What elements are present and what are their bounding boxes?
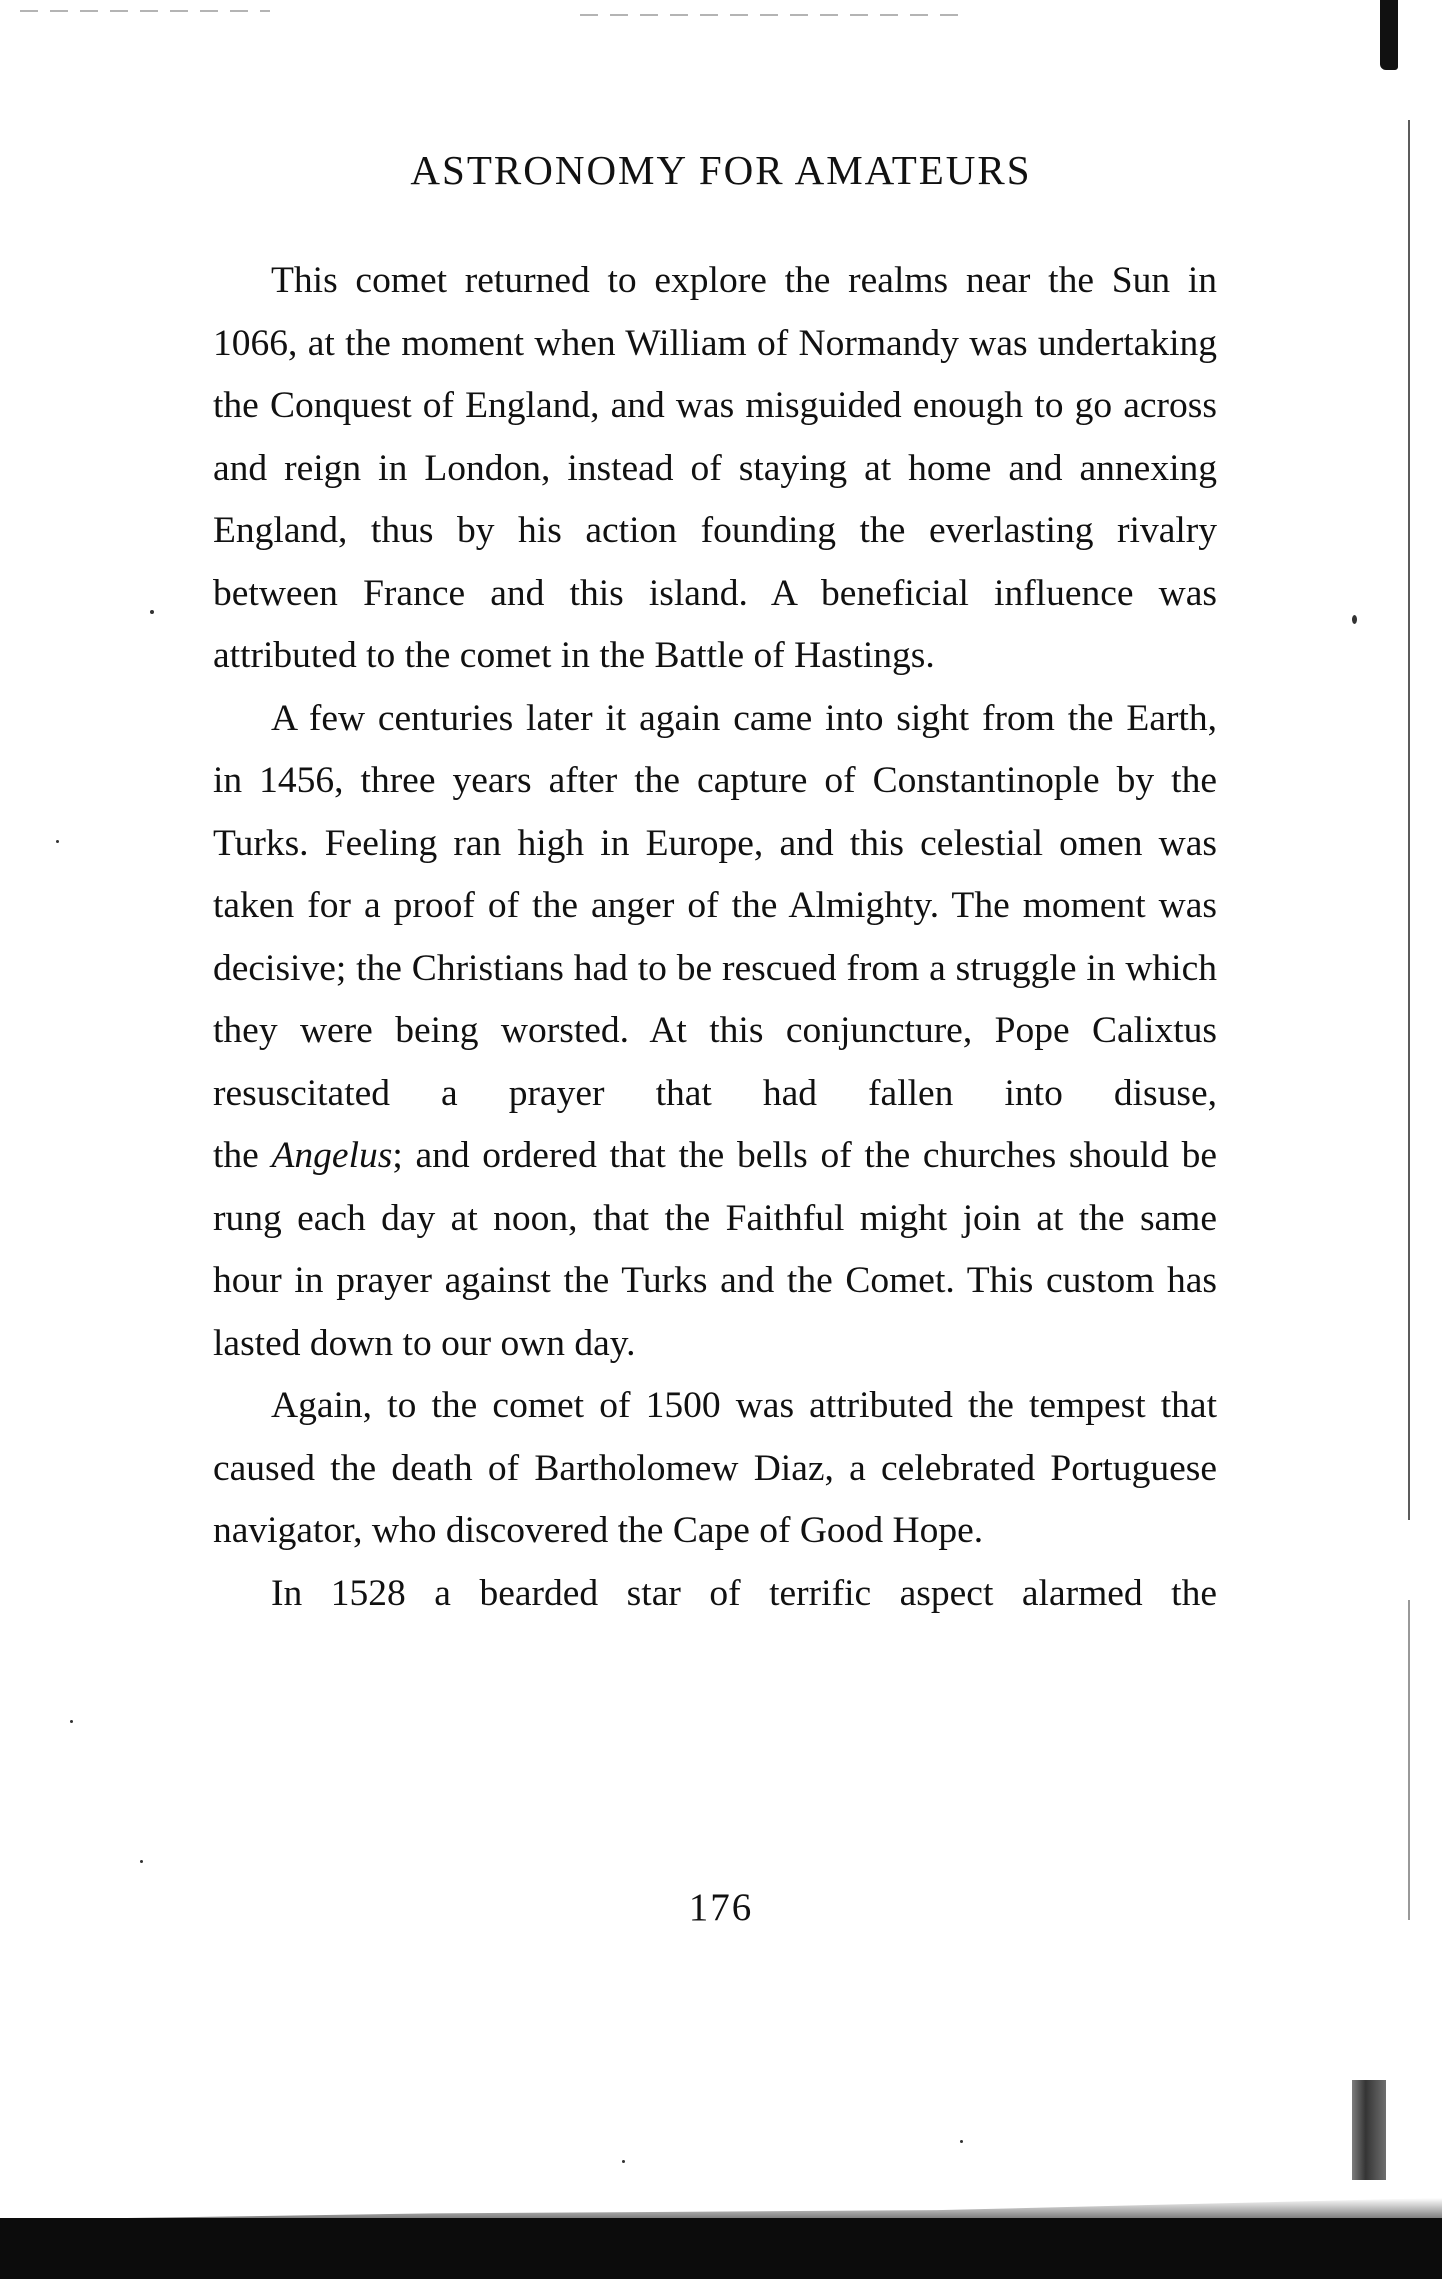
body-text xyxy=(213,250,1217,1625)
scan-shadow-bottom-fade xyxy=(0,2198,1442,2220)
scan-artifact-top-left xyxy=(20,10,270,12)
page-edge-shadow-bottom xyxy=(1352,2080,1386,2180)
scan-shadow-bottom xyxy=(0,2218,1442,2279)
running-title: ASTRONOMY FOR AMATEURS xyxy=(410,147,1032,193)
speck xyxy=(56,840,59,843)
speck xyxy=(622,2160,625,2163)
paragraph-1066-comet: This comet returned to explore the realms near the Sun in 1066, at the moment when William of Normandy was undertaking the Conquest of England, and was misguided enough to go across and reign in London, instead of staying at home and annexing England, thus by his action founding the everlasting rivalry between France and this island. A beneficial influence was attributed to the comet in the Battle of Hastings. xyxy=(213,260,1217,676)
speck xyxy=(140,1860,143,1863)
speck xyxy=(70,1720,73,1723)
page-edge-line-lower xyxy=(1408,1600,1410,1920)
angelus-italic: Angelus xyxy=(271,1135,393,1176)
paragraph-angelus xyxy=(213,1125,1217,1375)
speck xyxy=(150,610,154,614)
page-edge-shadow-top xyxy=(1380,0,1398,70)
page-number: 176 xyxy=(688,1886,754,1929)
angelus-text-before: the xyxy=(213,1135,272,1176)
paragraph-1500-comet: Again, to the comet of 1500 was attributed the tempest that caused the death of Bartholomew Diaz, a celebrated Portuguese navigator, who discovered the Cape of Good Hope. xyxy=(213,1385,1217,1551)
paragraph-1528-comet: In 1528 a bearded star of terrific aspect alarmed the xyxy=(271,1572,1217,1614)
speck xyxy=(960,2140,963,2143)
angelus-text-after: ; and ordered that the bells of the churches should be rung each day at noon, that the Faithful might join at the same hour in prayer against the Turks and the Comet. This custom has lasted down to our own day. xyxy=(213,1135,1217,1364)
speck xyxy=(1352,615,1357,624)
page-edge-line xyxy=(1408,120,1410,1520)
scan-artifact-top-center xyxy=(580,14,960,16)
paragraph-1456-comet: A few centuries later it again came into sight from the Earth, in 1456, three years after the capture of Constantinople by the Turks. Feeling ran high in Europe, and this celestial omen was taken for a proof of the anger of the Almighty. The moment was decisive; the Christians had to be rescued from a struggle in which they were being worsted. At this conjuncture, Pope Calixtus resuscitated a prayer that had fallen into disuse, xyxy=(213,697,1217,1114)
